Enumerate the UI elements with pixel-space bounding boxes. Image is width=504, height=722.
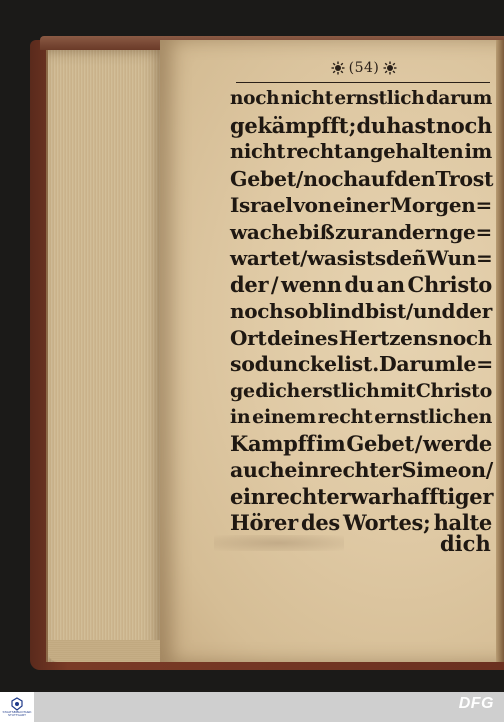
- word: warhafftiger: [350, 483, 494, 509]
- word: Hörer: [230, 510, 298, 535]
- word: /: [414, 430, 423, 456]
- word: in: [230, 406, 251, 428]
- word: Darum: [378, 352, 456, 376]
- word: recht: [317, 406, 373, 428]
- text-line: [230, 484, 492, 511]
- catchword: dich: [440, 531, 491, 556]
- word: nicht: [230, 140, 286, 163]
- library-emblem-icon: [10, 697, 24, 711]
- word: der: [230, 271, 269, 297]
- word: Kampff: [230, 430, 316, 456]
- word: Wun=: [426, 246, 493, 270]
- text-line: [230, 272, 492, 299]
- word: Ort: [230, 325, 267, 350]
- text-line: [230, 378, 492, 405]
- text-line: [230, 192, 492, 219]
- word: deñ: [385, 246, 427, 270]
- word: wache: [230, 219, 299, 244]
- word: hast: [386, 112, 436, 138]
- word: rechter: [319, 458, 402, 482]
- library-logo: [0, 692, 34, 722]
- word: noch: [435, 112, 492, 138]
- word: Israel: [230, 193, 293, 217]
- word: rechter: [265, 483, 351, 509]
- bleed-through-shadow: [214, 535, 344, 551]
- header-rule: [236, 82, 490, 83]
- word: Trost: [435, 166, 494, 191]
- word: Wortes;: [343, 510, 431, 535]
- word: Morgen=: [390, 193, 492, 217]
- word: auf: [357, 166, 394, 191]
- word: nicht: [280, 88, 333, 109]
- word: recht: [286, 140, 343, 163]
- text-line: [230, 219, 492, 246]
- text-line: [230, 166, 492, 193]
- word: einem: [252, 406, 316, 428]
- word: blind: [308, 299, 365, 323]
- text-line: [230, 139, 492, 166]
- word: so: [230, 352, 255, 376]
- dfg-brand: DFG: [458, 695, 494, 712]
- word: zur: [335, 219, 371, 244]
- word: /: [270, 271, 279, 297]
- word: bist/und: [365, 299, 456, 323]
- word: ist.: [344, 352, 379, 376]
- word: einer: [332, 193, 390, 217]
- word: /: [485, 458, 493, 482]
- word: noch: [230, 88, 280, 109]
- word: Hertzens: [338, 325, 438, 350]
- word: des: [300, 510, 340, 535]
- text-line: [230, 431, 492, 458]
- text-line: [230, 113, 492, 140]
- word: Gebet/: [230, 166, 304, 191]
- word: Gebet: [346, 430, 414, 456]
- word: wenn: [281, 271, 342, 297]
- word: ein: [284, 458, 320, 482]
- word: ein: [230, 483, 266, 509]
- word: ge: [230, 379, 255, 402]
- word: dich: [255, 379, 300, 402]
- word: halte: [433, 510, 492, 535]
- text-line: [230, 245, 492, 272]
- word: deines: [267, 325, 339, 350]
- word: so: [283, 299, 308, 323]
- text-line: [230, 325, 492, 352]
- ornament-icon: [331, 61, 345, 75]
- word: werde: [422, 430, 492, 456]
- footer-bar: [0, 692, 504, 722]
- word: an: [376, 271, 405, 297]
- word: Christo: [415, 379, 492, 402]
- library-logo-text: STAATSBIBLIOTHEK STUTTGART: [2, 710, 32, 717]
- page-header: [318, 58, 410, 78]
- text-line: [230, 457, 492, 484]
- word: ists: [347, 246, 386, 270]
- page-block-left: [46, 50, 166, 662]
- word: angehalten: [343, 140, 464, 163]
- word: den: [393, 166, 436, 191]
- word: ;: [348, 112, 357, 138]
- page-number: (54): [348, 60, 380, 76]
- word: noch: [230, 299, 284, 323]
- ornament-icon: [383, 61, 397, 75]
- word: ge=: [449, 219, 492, 244]
- word: biß: [298, 219, 335, 244]
- text-line: [230, 351, 492, 378]
- word: der: [455, 299, 492, 323]
- text-line: [230, 86, 492, 113]
- word: dunckel: [254, 352, 345, 376]
- word: Christo: [407, 271, 492, 297]
- text-line: [230, 404, 492, 431]
- word: ernstlichen: [374, 406, 492, 428]
- page-edge-right: [496, 40, 504, 662]
- word: Simeon: [401, 458, 486, 482]
- word: von: [293, 193, 332, 217]
- word: wartet/was: [230, 246, 348, 270]
- word: noch: [438, 325, 492, 350]
- word: im: [464, 140, 492, 163]
- word: du: [344, 271, 374, 297]
- word: le=: [455, 352, 494, 376]
- word: andern: [371, 219, 449, 244]
- word: du: [356, 112, 386, 138]
- word: noch: [303, 166, 358, 191]
- word: gekämpfft: [230, 112, 349, 138]
- text-block: [230, 86, 492, 537]
- word: im: [315, 430, 346, 456]
- word: erstlich: [300, 379, 380, 402]
- word: mit: [380, 379, 416, 402]
- text-line: [230, 298, 492, 325]
- word: darum: [425, 88, 492, 109]
- word: ernstlich: [334, 88, 425, 109]
- word: auch: [230, 458, 285, 482]
